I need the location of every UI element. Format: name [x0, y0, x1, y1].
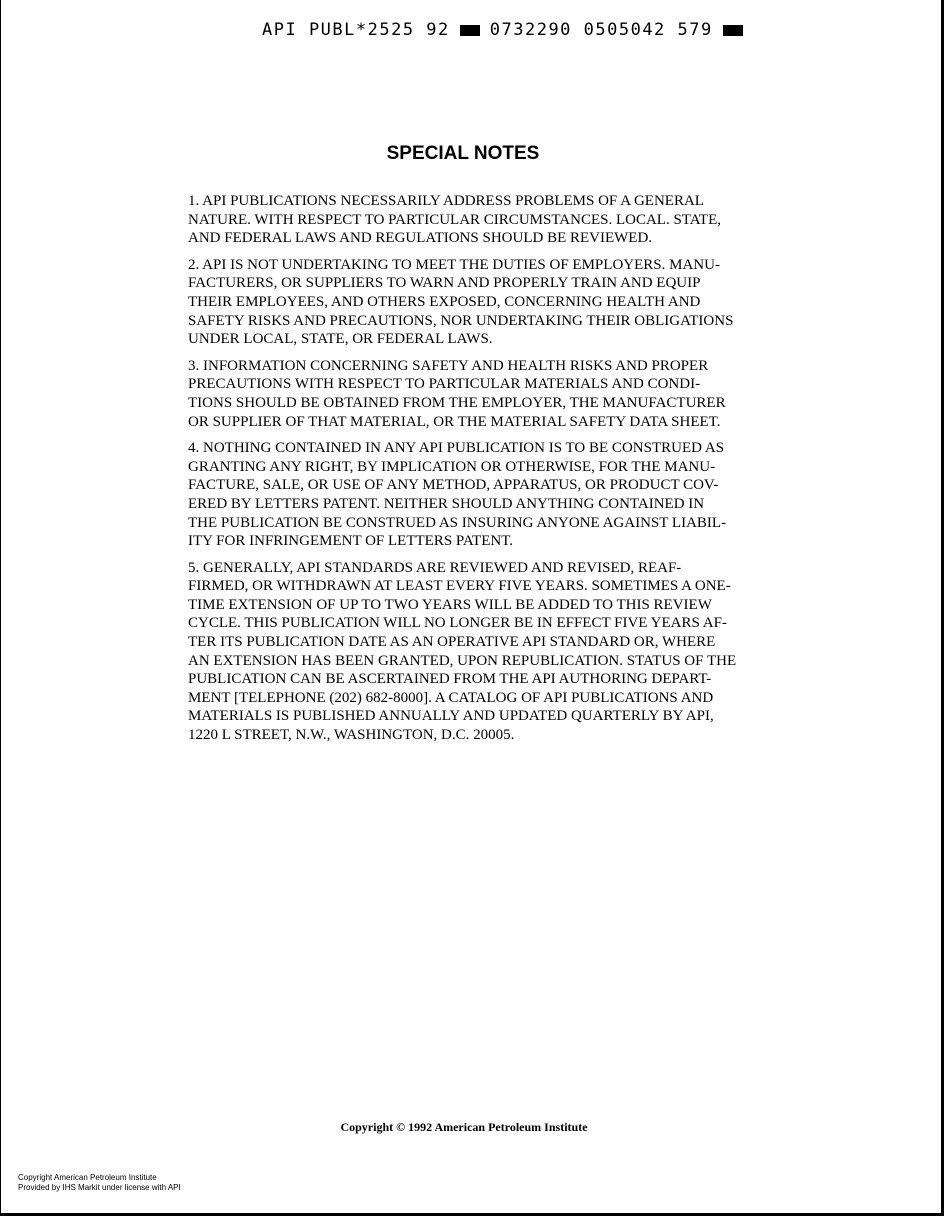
- page-title: SPECIAL NOTES: [386, 143, 540, 164]
- document-code-part1: API PUBL*2525 92: [262, 20, 450, 40]
- document-code-part2: 0732290 0505042 579: [489, 20, 713, 40]
- license-footer: [18, 1173, 181, 1193]
- redaction-block: [460, 25, 480, 36]
- note-paragraph-2: 2. API IS NOT UNDERTAKING TO MEET THE DUTIES OF EMPLOYERS. MANU- FACTURERS, OR SUPPLIERS TO WARN AND PROPERLY TRAIN AND EQUIP THEIR EMPLOYEES, AND OTHERS EXPOSED, CONCERNING HEALTH AND SAFETY RISKS AND PRECAUTIONS, NOR UNDERTAKING THEIR OBLIGATIONS UNDER LOCAL, STATE, OR FEDERAL LAWS.: [188, 256, 734, 348]
- redaction-block: [723, 25, 743, 36]
- footer-line-1: Copyright American Petroleum Institute: [18, 1173, 157, 1182]
- footer-line-2: Provided by IHS Markit under license with API: [18, 1183, 181, 1192]
- note-paragraph-4: 4. NOTHING CONTAINED IN ANY API PUBLICATION IS TO BE CONSTRUED AS GRANTING ANY RIGHT, BY IMPLICATION OR OTHERWISE, FOR THE MANU- FACTURE, SALE, OR USE OF ANY METHOD, APPARATUS, OR PRODUCT COV- ERED BY LETTERS PATENT. NEITHER SHOULD ANYTHING CONTAINED IN THE PUBLICATION BE CONSTRUED AS INSURING ANYONE AGAINST LIABIL- ITY FOR INFRINGEMENT OF LETTERS PATENT.: [188, 440, 727, 550]
- copyright-line: Copyright © 1992 American Petroleum Institute: [340, 1120, 588, 1134]
- special-notes-list: [188, 192, 740, 753]
- note-paragraph-5: 5. GENERALLY, API STANDARDS ARE REVIEWED AND REVISED, REAF- FIRMED, OR WITHDRAWN AT LEAST EVERY FIVE YEARS. SOMETIMES A ONE- TIME EXTENSION OF UP TO TWO YEARS WILL BE ADDED TO THIS REVIEW CYCLE. THIS PUBLICATION WILL NO LONGER BE IN EFFECT FIVE YEARS AF- TER ITS PUBLICATION DATE AS AN OPERATIVE API STANDARD OR, WHERE AN EXTENSION HAS BEEN GRANTED, UPON REPUBLICATION. STATUS OF THE PUBLICATION CAN BE ASCERTAINED FROM THE API AUTHORING DEPART- MENT [TELEPHONE (202) 682-8000]. A CATALOG OF API PUBLICATIONS AND MATERIALS IS PUBLISHED ANNUALLY AND UPDATED QUARTERLY BY API, 1220 L STREET, N.W., WASHINGTON, D.C. 20005.: [188, 559, 737, 744]
- note-paragraph-1: 1. API PUBLICATIONS NECESSARILY ADDRESS PROBLEMS OF A GENERAL NATURE. WITH RESPECT TO PARTICULAR CIRCUMSTANCES. LOCAL. STATE, AND FEDERAL LAWS AND REGULATIONS SHOULD BE REVIEWED.: [188, 193, 722, 247]
- note-paragraph-3: 3. INFORMATION CONCERNING SAFETY AND HEALTH RISKS AND PROPER PRECAUTIONS WITH RESPECT TO PARTICULAR MATERIALS AND CONDI- TIONS SHOULD BE OBTAINED FROM THE EMPLOYER, THE MANUFACTURER OR SUPPLIER OF THAT MATERIAL, OR THE MATERIAL SAFETY DATA SHEET.: [188, 357, 726, 430]
- document-code-header: [262, 20, 743, 40]
